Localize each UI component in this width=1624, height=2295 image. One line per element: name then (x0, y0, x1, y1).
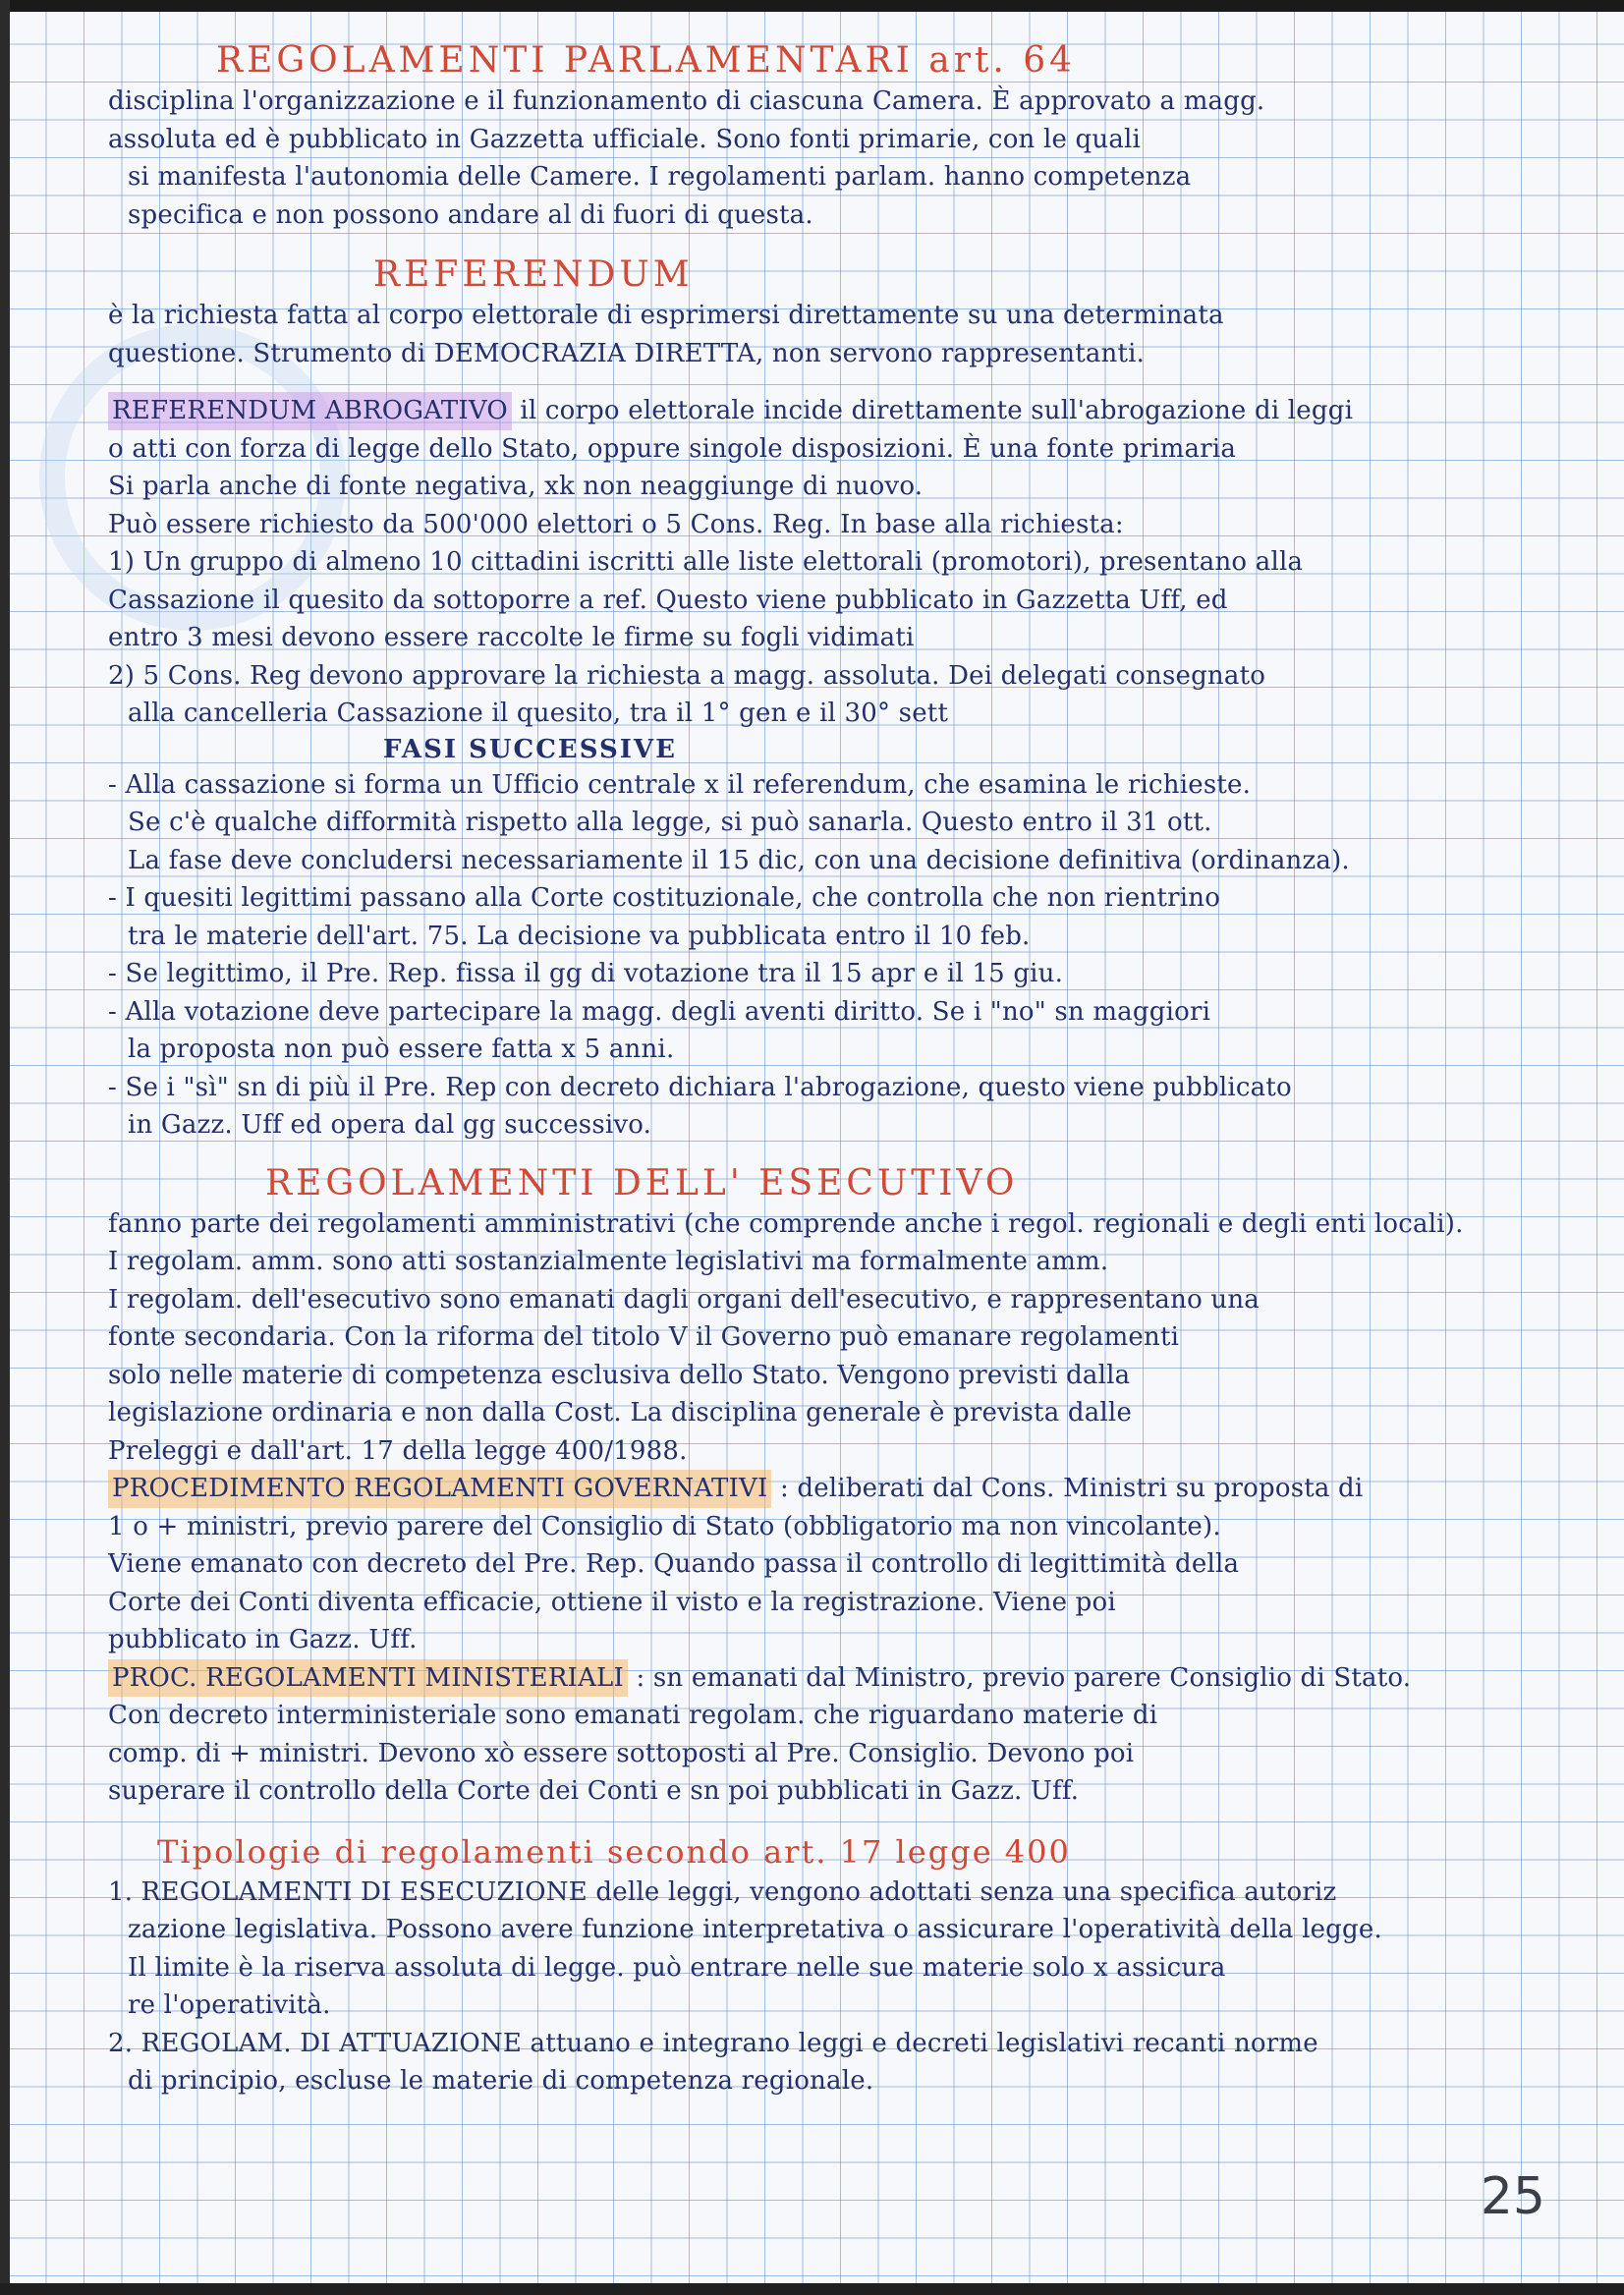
text-line: si manifesta l'autonomia delle Camere. I regolamenti parlam. hanno competenza (128, 162, 1192, 192)
text-line: specifica e non possono andare al di fuori di questa. (128, 199, 813, 230)
text-line-procedimento-ministeriali (108, 1659, 1601, 1698)
heading-regolamenti-parlamentari: REGOLAMENTI PARLAMENTARI art. 64 (216, 40, 1077, 81)
label-referendum-abrogativo: REFERENDUM ABROGATIVO (108, 392, 512, 430)
scan-left-edge (0, 0, 10, 2295)
text-line: o atti con forza di legge dello Stato, oppure singole disposizioni. È una fonte primaria (108, 433, 1237, 464)
text-line: - Se legittimo, il Pre. Rep. fissa il gg di votazione tra il 15 apr e il 15 giu. (108, 959, 1064, 988)
text-line: 2. REGOLAM. DI ATTUAZIONE attuano e integrano leggi e decreti legislativi recanti norme (108, 2028, 1318, 2058)
text-line: tra le materie dell'art. 75. La decisione va pubblicata entro il 10 feb. (128, 921, 1031, 951)
text-line: alla cancelleria Cassazione il quesito, tra il 1° gen e il 30° sett (128, 699, 949, 728)
text-line: la proposta non può essere fatta x 5 anni. (128, 1035, 675, 1064)
text-line: - Alla votazione deve partecipare la magg. degli aventi diritto. Se i "no" sn maggiori (108, 996, 1211, 1027)
text-line: Preleggi e dall'art. 17 della legge 400/1988. (108, 1435, 688, 1466)
text-line: in Gazz. Uff ed opera dal gg successivo. (128, 1110, 652, 1140)
text-line-abrogativo (108, 392, 1601, 430)
text-line-procedimento-governativi (108, 1470, 1601, 1508)
text-line: - Se i "sì" sn di più il Pre. Rep con decreto dichiara l'abrogazione, questo viene pubblicato (108, 1072, 1292, 1102)
text-line: di principio, escluse le materie di competenza regionale. (128, 2066, 874, 2096)
scan-bottom-edge (0, 2283, 1624, 2295)
text-line: 2) 5 Cons. Reg devono approvare la richiesta a magg. assoluta. Dei delegati consegnato (108, 660, 1266, 691)
scan-top-edge (0, 0, 1624, 12)
text-line: Si parla anche di fonte negativa, xk non neaggiunge di nuovo. (108, 472, 924, 501)
text-line: 1. REGOLAMENTI DI ESECUZIONE delle leggi, vengono adottati senza una specifica autoriz (108, 1876, 1337, 1907)
text-line: fanno parte dei regolamenti amministrativi (che comprende anche i regol. regionali e degli enti locali). (108, 1208, 1464, 1239)
text-line: comp. di + ministri. Devono xò essere sottoposti al Pre. Consiglio. Devono poi (108, 1738, 1135, 1768)
text-segment: : sn emanati dal Ministro, previo parere Consiglio di Stato. (636, 1662, 1412, 1693)
heading-tipologie-regolamenti: Tipologie di regolamenti secondo art. 17 legge 400 (157, 1832, 1071, 1871)
text-line: assoluta ed è pubblicato in Gazzetta ufficiale. Sono fonti primarie, con le quali (108, 124, 1142, 154)
text-line: entro 3 mesi devono essere raccolte le firme su fogli vidimati (108, 623, 915, 652)
text-line: Con decreto interministeriale sono emanati regolam. che riguardano materie di (108, 1701, 1158, 1730)
text-line: Se c'è qualche difformità rispetto alla legge, si può sanarla. Questo entro il 31 ott. (128, 808, 1212, 837)
text-line: I regolam. amm. sono atti sostanzialmente legislativi ma formalmente amm. (108, 1247, 1109, 1276)
text-line: Cassazione il quesito da sottoporre a ref. Questo viene pubblicato in Gazzetta Uff, ed (108, 585, 1228, 615)
text-line: superare il controllo della Corte dei Conti e sn poi pubblicati in Gazz. Uff. (108, 1776, 1080, 1806)
text-line: - Alla cassazione si forma un Ufficio centrale x il referendum, che esamina le richieste. (108, 769, 1252, 800)
text-line: 1) Un gruppo di almeno 10 cittadini iscritti alle liste elettorali (promotori), presentano alla (108, 547, 1304, 577)
text-line: Corte dei Conti diventa efficacie, ottiene il visto e la registrazione. Viene poi (108, 1587, 1116, 1617)
handwritten-notes (108, 39, 1601, 2100)
text-line: questione. Strumento di DEMOCRAZIA DIRETTA, non servono rappresentanti. (108, 338, 1146, 368)
heading-referendum: REFERENDUM (373, 254, 694, 295)
text-line: 1 o + ministri, previo parere del Consiglio di Stato (obbligatorio ma non vincolante). (108, 1511, 1221, 1541)
text-line: fonte secondaria. Con la riforma del titolo V il Governo può emanare regolamenti (108, 1322, 1180, 1352)
text-segment: : deliberati dal Cons. Ministri su proposta di (779, 1474, 1364, 1503)
text-line: La fase deve concludersi necessariamente il 15 dic, con una decisione definitiva (ordinanza). (128, 845, 1350, 875)
text-line: disciplina l'organizzazione e il funzionamento di ciascuna Camera. È approvato a magg. (108, 86, 1265, 116)
label-proc-regolamenti-ministeriali: PROC. REGOLAMENTI MINISTERIALI (108, 1659, 628, 1698)
text-line: è la richiesta fatta al corpo elettorale di esprimersi direttamente su una determinata (108, 301, 1224, 330)
heading-regolamenti-esecutivo: REGOLAMENTI DELL' ESECUTIVO (265, 1162, 1019, 1203)
text-segment: il corpo elettorale incide direttamente sull'abrogazione di leggi (520, 396, 1354, 425)
subheading-fasi-successive: FASI SUCCESSIVE (383, 734, 677, 764)
text-line: Il limite è la riserva assoluta di legge. può entrare nelle sue materie solo x assicura (128, 1952, 1226, 1983)
text-line: pubblicato in Gazz. Uff. (108, 1625, 418, 1654)
label-procedimento-regolamenti-governativi: PROCEDIMENTO REGOLAMENTI GOVERNATIVI (108, 1470, 771, 1508)
text-line: Può essere richiesto da 500'000 elettori o 5 Cons. Reg. In base alla richiesta: (108, 509, 1124, 539)
text-line: legislazione ordinaria e non dalla Cost. La disciplina generale è prevista dalle (108, 1398, 1133, 1427)
text-line: solo nelle materie di competenza esclusiva dello Stato. Vengono previsti dalla (108, 1360, 1131, 1390)
text-line: - I quesiti legittimi passano alla Corte costituzionale, che controlla che non rientrino (108, 883, 1221, 913)
text-line: re l'operatività. (128, 1990, 331, 2020)
page-number: 25 (1480, 2167, 1545, 2226)
text-line: zazione legislativa. Possono avere funzione interpretativa o assicurare l'operatività della legge. (128, 1915, 1382, 1944)
text-line: I regolam. dell'esecutivo sono emanati dagli organi dell'esecutivo, e rappresentano una (108, 1284, 1260, 1315)
text-line: Viene emanato con decreto del Pre. Rep. Quando passa il controllo di legittimità della (108, 1549, 1240, 1579)
